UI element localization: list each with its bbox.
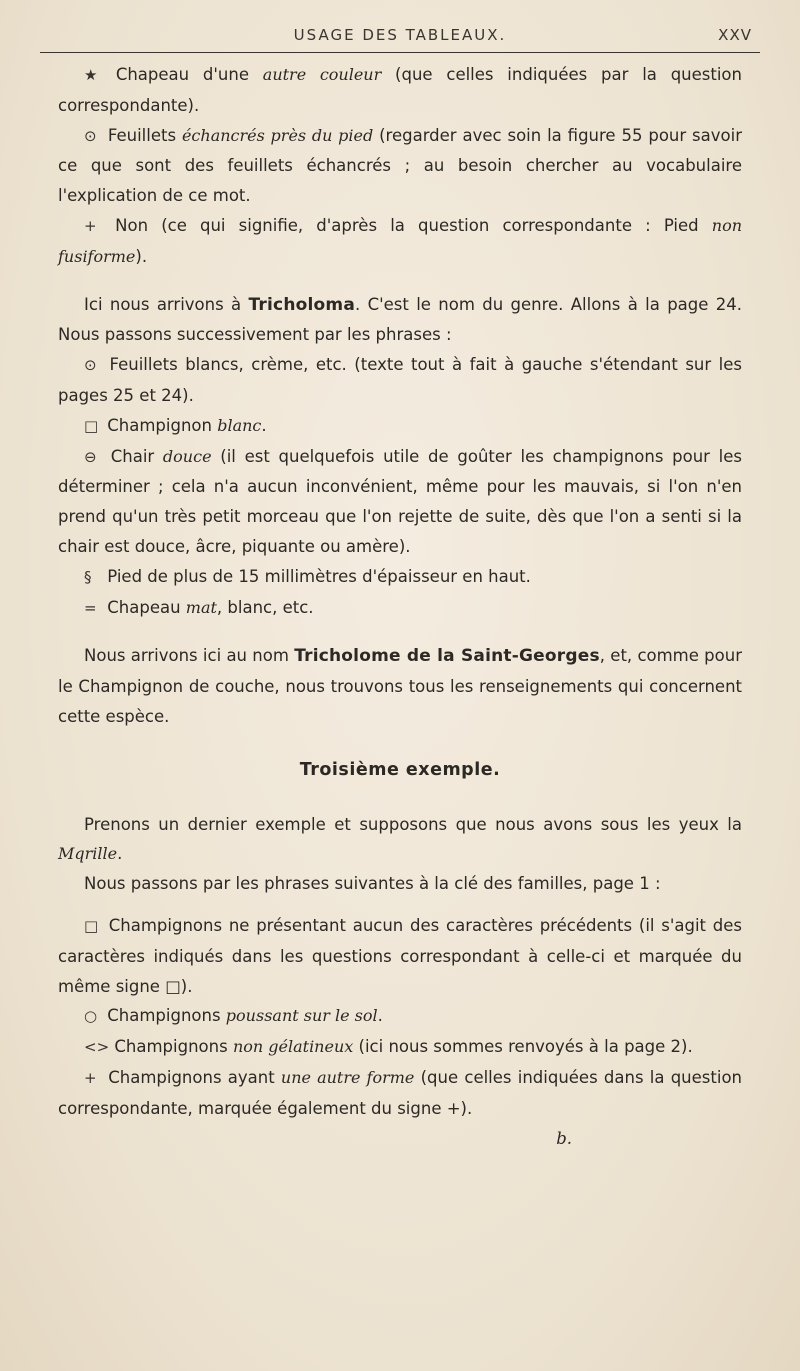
- text-run: Nous passons par les phrases suivantes à la clé des familles, page 1 :: [84, 874, 661, 894]
- section-title: Troisième exemple.: [299, 759, 501, 780]
- spacer: [58, 272, 742, 290]
- spacer: [58, 623, 742, 641]
- paragraph-tricholoma-intro: [58, 290, 742, 351]
- plus-icon: +: [84, 216, 97, 235]
- italic-run: non gélatineux: [232, 1037, 354, 1057]
- paragraph-chair-douce: [58, 442, 742, 562]
- paragraph-chapeau-couleur: [58, 60, 742, 121]
- text-run: . C'est le nom du genre. Allons à la page 24. Nous passons successivement par les phrases :: [58, 294, 742, 345]
- text-run: Champignons: [107, 1006, 226, 1026]
- running-head: USAGE DES TABLEAUX.: [293, 26, 507, 44]
- section-sign-icon: §: [84, 567, 92, 586]
- paragraph-poussant-sol: [58, 1001, 742, 1032]
- text-run: Champignon: [107, 415, 218, 435]
- text-run: .: [377, 1006, 383, 1026]
- text-run: (regarder avec soin la figure 55 pour savoir ce que sont des feuillets échancrés ; au besoin chercher au vocabulaire l'explication de ce mot.: [58, 125, 742, 206]
- italic-run: poussant sur le sol: [225, 1006, 378, 1026]
- square-icon: □: [84, 916, 99, 935]
- italic-run: autre couleur: [262, 65, 382, 84]
- page-header: [40, 22, 760, 53]
- paragraph-non-gelatineux: [58, 1032, 742, 1063]
- text-run: Champignons ayant: [108, 1067, 281, 1087]
- text-run: , blanc, etc.: [216, 597, 314, 617]
- italic-run: douce: [162, 446, 212, 466]
- circle-icon: ○: [84, 1007, 98, 1026]
- paragraph-feuillets-blancs: [58, 350, 742, 411]
- paragraph-champignon-blanc: [58, 411, 742, 442]
- text-run: Feuillets: [107, 125, 182, 145]
- paragraph-chapeau-mat: [58, 593, 742, 624]
- italic-run: non fusiforme: [58, 215, 743, 266]
- italic-run: Mqrille: [58, 844, 118, 864]
- paragraph-non-fusiforme: [58, 211, 742, 272]
- paragraph-saint-georges: [58, 641, 742, 731]
- paragraph-autre-forme: [58, 1063, 742, 1124]
- text-run: Pied de plus de 15 millimètres d'épaisseur en haut.: [107, 566, 531, 586]
- text-run: Non (ce qui signifie, d'après la question correspondante : Pied: [115, 215, 712, 235]
- paragraph-feuillets-echancres: [58, 121, 742, 211]
- plus-icon: +: [84, 1068, 97, 1087]
- italic-run: échancrés près du pied: [181, 125, 374, 145]
- text-run: Champignons ne présentant aucun des caractères précédents (il s'agit des caractères indiqués dans les questions correspondant à celle-ci et marquée du même signe □).: [58, 915, 742, 996]
- text-run: Prenons un dernier exemple et supposons que nous avons sous les yeux la: [84, 814, 742, 834]
- text-run: Ici nous arrivons à: [84, 294, 249, 314]
- page-number: XXV: [718, 26, 752, 44]
- text-run: Chair: [110, 446, 163, 466]
- square-icon: □: [84, 416, 99, 435]
- text-run: (que celles indiquées dans la question correspondante, marquée également du signe +).: [58, 1067, 742, 1118]
- text-run: (ici nous sommes renvoyés à la page 2).: [353, 1037, 693, 1057]
- text-run: Chapeau d'une: [115, 65, 263, 84]
- text-run: .: [261, 415, 267, 435]
- bold-run: Tricholoma: [248, 294, 355, 315]
- paragraph-cle-familles: [58, 869, 742, 899]
- equals-icon: =: [84, 598, 97, 617]
- text-run: Champignons: [114, 1037, 233, 1057]
- signature-mark: b.: [556, 1128, 572, 1148]
- text-run: ).: [135, 246, 148, 266]
- text-run: Chapeau: [107, 597, 186, 617]
- star-icon: ★: [84, 66, 98, 84]
- circle-dot-icon: ⊙: [84, 356, 97, 375]
- italic-run: une autre forme: [280, 1067, 415, 1087]
- circle-dot-icon: ⊙: [84, 126, 97, 145]
- bold-run: Tricholome de la Saint-Georges: [294, 646, 600, 667]
- italic-run: mat: [185, 597, 217, 617]
- text-run: Feuillets blancs, crème, etc. (texte tout à fait à gauche s'étendant sur les pages 25 et 24).: [58, 355, 742, 405]
- text-run: (que celles indiquées par la question correspondante).: [58, 65, 742, 115]
- text-run: , et, comme pour le Champignon de couche, nous trouvons tous les renseignements qui concernent cette espèce.: [58, 646, 742, 726]
- circle-minus-icon: ⊖: [84, 447, 97, 466]
- paragraph-aucun-caractere: [58, 911, 742, 1001]
- text-run: .: [117, 844, 123, 864]
- text-run: (il est quelquefois utile de goûter les champignons pour les déterminer ; cela n'a aucun inconvénient, même pour les mauvais, si l'on n'en prend qu'un très petit morceau que l'on rejette de suite, dès que l'on a senti si la chair est douce, âcre, piquante ou amère).: [58, 446, 743, 556]
- italic-run: blanc: [217, 415, 262, 435]
- page-body: [58, 60, 742, 1153]
- paragraph-pied-epaisseur: [58, 562, 742, 593]
- text-run: Nous arrivons ici au nom: [84, 646, 295, 666]
- paragraph-dernier-exemple: [58, 810, 742, 870]
- spacer: [58, 899, 742, 911]
- diamond-icon: <>: [84, 1038, 110, 1057]
